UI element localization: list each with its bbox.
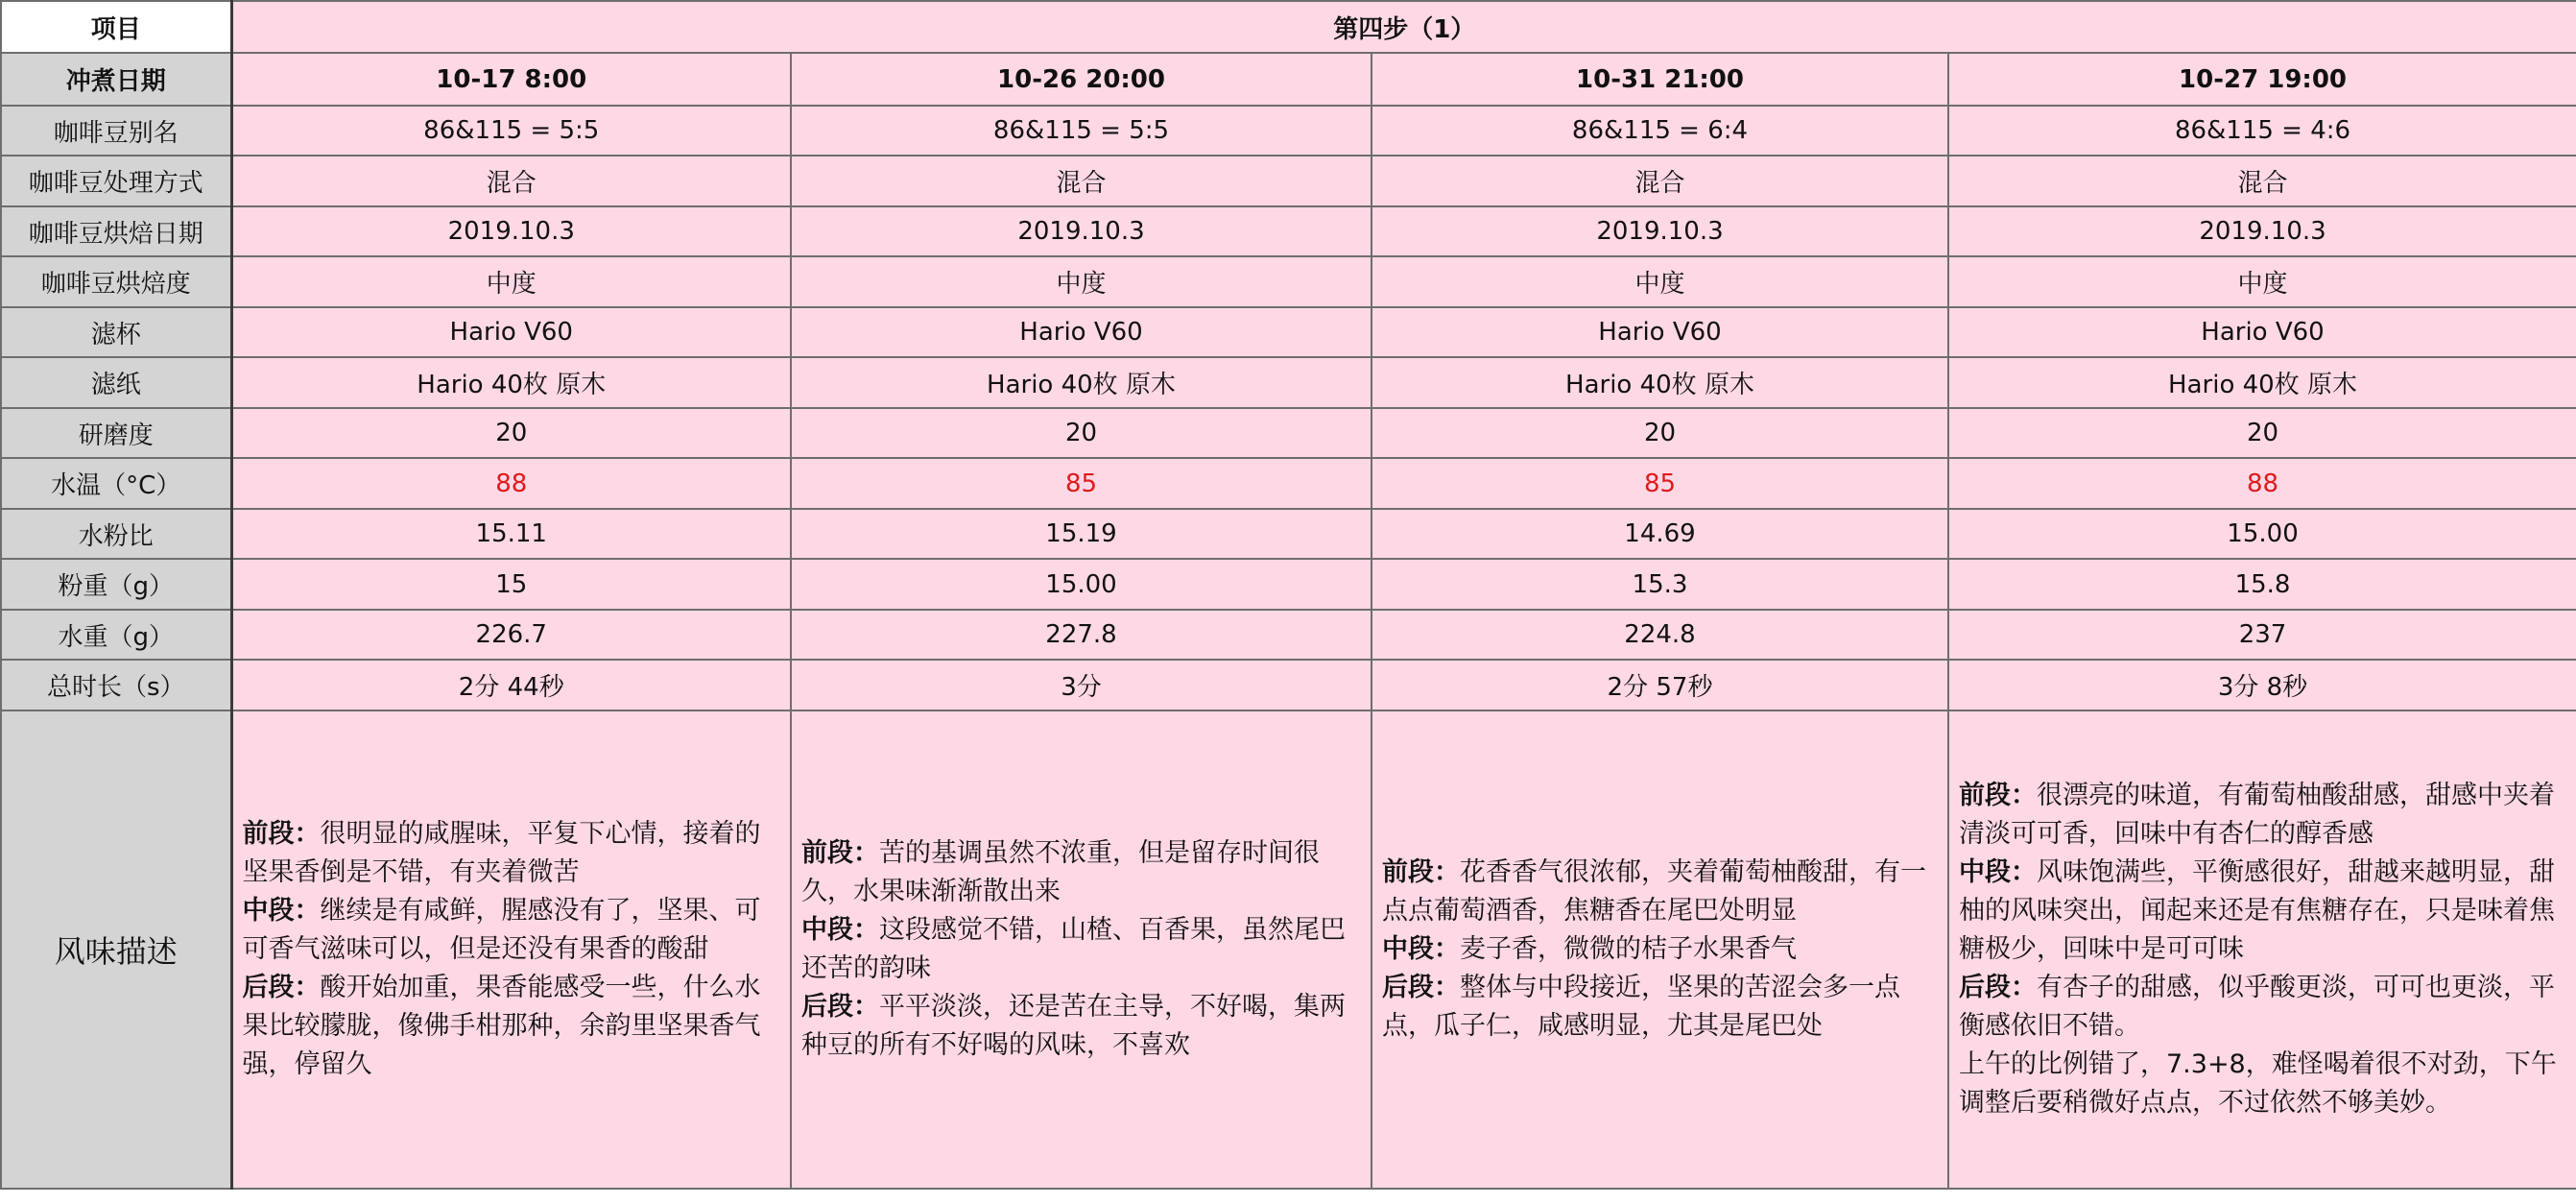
- segment-heading: 后段：: [242, 973, 321, 1002]
- roast-date-row: [1, 206, 2576, 256]
- roast-level-cell: 中度: [791, 256, 1371, 307]
- roast-level-cell: 中度: [1371, 256, 1948, 307]
- flavor-segment-back: [1382, 969, 1938, 1046]
- segment-text: 有杏子的甜感，似乎酸更淡，可可也更淡，平衡感依旧不错。: [1959, 973, 2555, 1041]
- segment-heading: 中段：: [801, 915, 879, 945]
- bean-alias-row: [1, 106, 2576, 156]
- segment-text: 风味饱满些，平衡感很好，甜越来越明显，甜柚的风味突出，闻起来还是有焦糖存在，只是味着焦糖极少，回味中是可可味: [1959, 857, 2555, 964]
- dose-cell: 15.3: [1371, 559, 1948, 610]
- grind-cell: 20: [231, 408, 791, 458]
- grind-cell: 20: [791, 408, 1371, 458]
- grind-cell: 20: [1371, 408, 1948, 458]
- segment-heading: 中段：: [1382, 934, 1460, 964]
- row-label-total-time: 总时长（s）: [1, 660, 231, 710]
- row-label-dose: 粉重（g）: [1, 559, 231, 610]
- water-weight-cell: 227.8: [791, 610, 1371, 660]
- process-cell: 混合: [1371, 156, 1948, 206]
- ratio-cell: 15.11: [231, 509, 791, 559]
- flavor-segment-back: [1959, 969, 2566, 1046]
- brew-date-row: [1, 53, 2576, 106]
- segment-text: 麦子香，微微的桔子水果香气: [1460, 934, 1797, 964]
- bean-alias-cell: 86&115 = 5:5: [231, 106, 791, 156]
- row-label-water-weight: 水重（g）: [1, 610, 231, 660]
- filter-cell: Hario 40枚 原木: [1371, 357, 1948, 408]
- brew-date-cell: 10-27 19:00: [1948, 53, 2576, 106]
- roast-date-cell: 2019.10.3: [1371, 206, 1948, 256]
- segment-heading: 前段：: [1382, 857, 1460, 887]
- row-label-grind: 研磨度: [1, 408, 231, 458]
- water-temp-cell: 85: [1371, 458, 1948, 509]
- flavor-note: 上午的比例错了，7.3+8，难怪喝着很不对劲，下午调整后要稍微好点点，不过依然不够美妙。: [1959, 1049, 2557, 1118]
- roast-level-cell: 中度: [231, 256, 791, 307]
- roast-date-cell: 2019.10.3: [791, 206, 1371, 256]
- total-time-row: [1, 660, 2576, 710]
- grind-row: [1, 408, 2576, 458]
- process-row: [1, 156, 2576, 206]
- segment-heading: 后段：: [1382, 973, 1460, 1002]
- flavor-row: [1, 710, 2576, 1189]
- roast-date-cell: 2019.10.3: [1948, 206, 2576, 256]
- segment-text: 平平淡淡，还是苦在主导，不好喝，集两种豆的所有不好喝的风味，不喜欢: [801, 992, 1346, 1060]
- flavor-segment-front: [1382, 854, 1938, 930]
- row-label-process: 咖啡豆处理方式: [1, 156, 231, 206]
- water-weight-cell: 237: [1948, 610, 2576, 660]
- segment-heading: 后段：: [1959, 973, 2037, 1002]
- roast-level-row: [1, 256, 2576, 307]
- flavor-segment-front: [1959, 777, 2566, 854]
- flavor-segment-middle: [243, 892, 781, 969]
- segment-text: 这段感觉不错，山楂、百香果，虽然尾巴还苦的韵味: [801, 915, 1346, 983]
- process-cell: 混合: [231, 156, 791, 206]
- flavor-segment-middle: [1382, 930, 1938, 969]
- ratio-cell: 15.19: [791, 509, 1371, 559]
- process-cell: 混合: [791, 156, 1371, 206]
- process-cell: 混合: [1948, 156, 2576, 206]
- brew-date-cell: 10-31 21:00: [1371, 53, 1948, 106]
- total-time-cell: 2分 57秒: [1371, 660, 1948, 710]
- flavor-segment-middle: [801, 911, 1361, 988]
- water-weight-cell: 226.7: [231, 610, 791, 660]
- filter-cell: Hario 40枚 原木: [791, 357, 1371, 408]
- bean-alias-cell: 86&115 = 5:5: [791, 106, 1371, 156]
- row-label-ratio: 水粉比: [1, 509, 231, 559]
- flavor-segment-middle: [1959, 854, 2566, 969]
- flavor-segment-back: [801, 988, 1361, 1065]
- water-weight-row: [1, 610, 2576, 660]
- segment-heading: 中段：: [242, 896, 321, 926]
- segment-text: 苦的基调虽然不浓重，但是留存时间很久，水果味渐渐散出来: [801, 838, 1320, 906]
- flavor-description-cell: [1371, 710, 1948, 1189]
- dripper-cell: Hario V60: [1371, 307, 1948, 357]
- segment-text: 花香香气很浓郁，夹着葡萄柚酸甜，有一点点葡萄酒香，焦糖香在尾巴处明显: [1382, 857, 1926, 926]
- row-label-brew-date: 冲煮日期: [1, 53, 231, 106]
- segment-text: 很明显的咸腥味，平复下心情，接着的坚果香倒是不错，有夹着微苦: [242, 819, 761, 887]
- brew-date-cell: 10-17 8:00: [231, 53, 791, 106]
- total-time-cell: 2分 44秒: [231, 660, 791, 710]
- water-temp-cell: 85: [791, 458, 1371, 509]
- dose-cell: 15.00: [791, 559, 1371, 610]
- segment-text: 酸开始加重，果香能感受一些，什么水果比较朦胧，像佛手柑那种，余韵里坚果香气强，停留久: [242, 973, 761, 1079]
- row-label-water-temp: 水温（°C）: [1, 458, 231, 509]
- row-label-flavor: 风味描述: [1, 710, 231, 1189]
- segment-heading: 前段：: [1959, 781, 2037, 810]
- flavor-segment-front: [243, 815, 781, 892]
- ratio-cell: 14.69: [1371, 509, 1948, 559]
- total-time-cell: 3分: [791, 660, 1371, 710]
- row-label-bean-alias: 咖啡豆别名: [1, 106, 231, 156]
- row-label-dripper: 滤杯: [1, 307, 231, 357]
- segment-text: 很漂亮的味道，有葡萄柚酸甜感，甜感中夹着清淡可可香，回味中有杏仁的醇香感: [1959, 781, 2555, 849]
- segment-heading: 后段：: [801, 992, 879, 1022]
- table-title: 第四步（1）: [231, 1, 2576, 53]
- ratio-row: [1, 509, 2576, 559]
- dose-row: [1, 559, 2576, 610]
- segment-text: 继续是有咸鲜，腥感没有了，坚果、可可香气滋味可以，但是还没有果香的酸甜: [242, 896, 761, 964]
- total-time-cell: 3分 8秒: [1948, 660, 2576, 710]
- row-label-filter: 滤纸: [1, 357, 231, 408]
- dose-cell: 15: [231, 559, 791, 610]
- water-temp-cell: 88: [1948, 458, 2576, 509]
- dripper-cell: Hario V60: [231, 307, 791, 357]
- flavor-description-cell: [231, 710, 791, 1189]
- dripper-row: [1, 307, 2576, 357]
- flavor-segment-front: [801, 834, 1361, 911]
- flavor-segment-back: [243, 969, 781, 1084]
- bean-alias-cell: 86&115 = 4:6: [1948, 106, 2576, 156]
- brew-date-cell: 10-26 20:00: [791, 53, 1371, 106]
- dripper-cell: Hario V60: [791, 307, 1371, 357]
- filter-cell: Hario 40枚 原木: [1948, 357, 2576, 408]
- segment-text: 整体与中段接近，坚果的苦涩会多一点点，瓜子仁，咸感明显，尤其是尾巴处: [1382, 973, 1900, 1041]
- water-temp-row: [1, 458, 2576, 509]
- water-temp-cell: 88: [231, 458, 791, 509]
- segment-heading: 前段：: [242, 819, 321, 849]
- roast-date-cell: 2019.10.3: [231, 206, 791, 256]
- flavor-description-cell: [791, 710, 1371, 1189]
- filter-row: [1, 357, 2576, 408]
- flavor-description-cell: [1948, 710, 2576, 1189]
- filter-cell: Hario 40枚 原木: [231, 357, 791, 408]
- bean-alias-cell: 86&115 = 6:4: [1371, 106, 1948, 156]
- table-title-row: [1, 1, 2576, 53]
- corner-label: 项目: [1, 1, 231, 53]
- dripper-cell: Hario V60: [1948, 307, 2576, 357]
- water-weight-cell: 224.8: [1371, 610, 1948, 660]
- dose-cell: 15.8: [1948, 559, 2576, 610]
- roast-level-cell: 中度: [1948, 256, 2576, 307]
- segment-heading: 中段：: [1959, 857, 2037, 887]
- grind-cell: 20: [1948, 408, 2576, 458]
- row-label-roast-level: 咖啡豆烘焙度: [1, 256, 231, 307]
- row-label-roast-date: 咖啡豆烘焙日期: [1, 206, 231, 256]
- ratio-cell: 15.00: [1948, 509, 2576, 559]
- segment-heading: 前段：: [801, 838, 879, 868]
